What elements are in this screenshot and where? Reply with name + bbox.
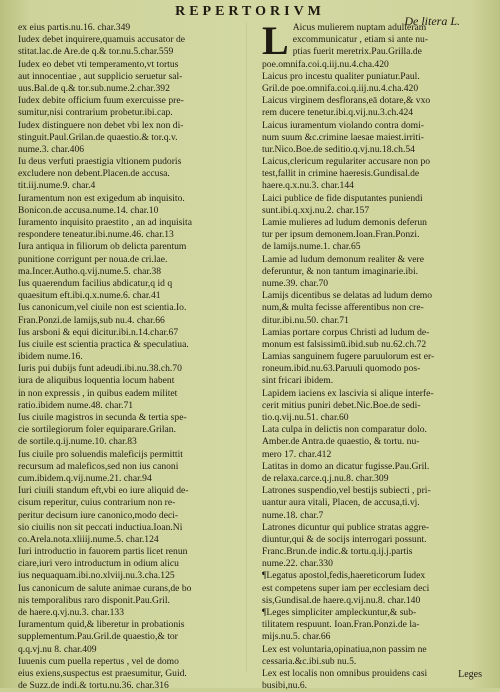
index-entry-line: sunt.ibi.q.xxj.nu.2. char.157 <box>262 204 370 216</box>
index-entry-line: recursum ad maleficos,sed non ius canoni <box>18 460 179 472</box>
index-entry-line: Iuramentum non est exigedum ab inquisito. <box>18 192 185 204</box>
index-entry-line: est competens super iam per ecclesiam deci <box>262 582 430 594</box>
index-entry-line: Laici publice de fide disputantes puniendi <box>262 192 423 204</box>
index-entry-line: Iu deus verfuti praestigia vltionem pudoris <box>18 156 182 168</box>
index-entry-line: Lamie mulieres ad ludum demonis deferun <box>262 217 427 228</box>
drop-cap: L <box>262 18 289 63</box>
index-entry-line: rem ducere tenetur.ibi.q.vij.nu.3.ch.424 <box>262 107 414 119</box>
index-entry-line: sint fricari ibidem. <box>262 375 334 387</box>
index-entry-line: Iuramentum quid,& liberetur in probationis <box>18 619 185 631</box>
index-entry-line: Iuri introductio in fauorem partis licet renun <box>18 546 188 558</box>
index-entry-line: nume.3. char.406 <box>18 143 85 155</box>
index-entry-line: Iuuenis cum puella repertus , vel de domo <box>18 655 179 667</box>
index-entry-line: poe.omnifa.coi.q.iij.nu.4.cha.420 <box>262 58 389 70</box>
index-entry-line: haere.q.x.nu.3. char.144 <box>262 180 354 192</box>
index-entry-line: diuntur,qui & de socijs interrogari possunt. <box>262 533 427 545</box>
index-entry-line: Laicus,clericum regulariter accusare non po <box>262 156 431 168</box>
index-entry-line: Laicus iuramentum violando contra domi- <box>262 119 424 131</box>
index-entry-line: q.q.vj.nu 8. char.409 <box>18 643 97 655</box>
index-entry-line: ditur.ibi.nu.50. char.71 <box>262 314 349 326</box>
index-entry-line: Gril.de poe.omnifa.coi.q.iij.nu.4.cha.420 <box>262 82 419 94</box>
left-column <box>18 22 244 692</box>
index-entry-line: peritur decisum iure canonico,modo deci- <box>18 509 179 521</box>
index-entry-line: Lamijs dicentibus se delatas ad ludum demo <box>262 290 432 302</box>
index-entry-line: mero 17. char.412 <box>262 448 332 460</box>
index-entry-line: Laicus virginem desflorans,eā dotare,& vxo <box>262 95 431 107</box>
index-entry-line: Ius ciuile est scientia practica & speculatiua. <box>18 338 189 350</box>
index-entry-line: num,& multa fecisse afferentibus non cre- <box>262 302 424 314</box>
index-entry-line: supplementum.Pau.Gril.de quaestio,& tor <box>18 631 178 643</box>
index-entry-line: sumitur,nisi contrarium probetur.ibi.cap. <box>18 107 173 119</box>
index-entry-line: de sortile.q.ij.nume.10. char.83 <box>18 436 137 448</box>
section-heading: De litera L. <box>404 14 460 28</box>
index-entry-line: Lex est voluntaria,opinatiua,non passim ne <box>262 643 427 655</box>
index-entry-line: cisum reperitur, cuius contrarium non re- <box>18 497 176 509</box>
index-entry-line: nume.22. char.330 <box>262 558 333 570</box>
index-entry-line: Iuramento inquisito praestito , an ad inquisita <box>18 217 192 228</box>
index-entry-line: Ius ciuile pro soluendis maleficijs permittit <box>18 448 183 460</box>
index-entry-line: punitione corrigunt per noua.de cri.lae. <box>18 253 168 265</box>
index-entry-line: ratio.ibidem nume.48. char.71 <box>18 399 134 411</box>
index-entry-line: Iuri ciuili standum eft,vbi eo iure aliquid de- <box>18 485 189 497</box>
index-entry-line: tur.Nico.Boe.de seditio.q.vj.nu.18.ch.54 <box>262 143 415 155</box>
index-entry-line: iura de aliquibus loquentia locum habent <box>18 375 175 387</box>
index-entry-line: tilitatem respuunt. Ioan.Fran.Ponzi.de la- <box>262 619 420 631</box>
index-entry-line: stitat.lac.de Are.de q.& tor.nu.5.char.559 <box>18 46 174 58</box>
index-entry-line: num suum &c.crimine laesae maiest.irriti- <box>262 131 424 143</box>
index-entry-line: Iudex distinguere non debet vbi lex non di- <box>18 119 184 131</box>
index-entry-line: Ius ciuile magistros in secunda & tertia spe- <box>18 412 187 423</box>
index-entry-line: aut innocentiae , aut supplicio seruetur sal- <box>18 70 183 82</box>
index-entry-line: Franc.Brun.de indic.& tortu.q.ij.j.partis <box>262 546 413 558</box>
index-entry-line: de lamijs.nume.1. char.65 <box>262 241 361 253</box>
index-entry-line: ¶Leges simpliciter ampleckuntur,& sub- <box>262 607 417 618</box>
index-entry-line: ptias fuerit meretrix.Pau.Grilla.de <box>292 46 422 58</box>
index-entry-line: Amber.de Antra.de quaestio, & tortu. nu- <box>262 436 420 448</box>
index-entry-line: de Suzz.de indi.& tortu.nu.36. char.316 <box>18 680 169 692</box>
index-entry-line: mijs.nu.5. char.66 <box>262 631 331 643</box>
index-entry-line: roneum.ibid.nu.63.Paruuli quomodo pos- <box>262 363 421 375</box>
index-entry-line: Ius quaerendum facilius abdicatur,q id q <box>18 277 173 289</box>
index-entry-line: in non expressis , in quibus eadem militet <box>18 387 178 399</box>
index-entry-line: ex eius partis.nu.16. char.349 <box>18 22 131 33</box>
index-entry-line: Ius canonicum de salute animae curans,de bo <box>18 582 192 594</box>
index-entry-line: Laicus pro incestu qualiter puniatur.Paul. <box>262 70 420 82</box>
index-entry-line: de haere.q.vj.nu.3. char.133 <box>18 607 125 618</box>
column-gutter <box>246 22 247 672</box>
index-entry-line: tio.q.vij.nu.51. char.60 <box>262 412 349 423</box>
index-entry-line: Latitas in domo an dicatur fugisse.Pau.Gril. <box>262 460 430 472</box>
index-entry-line: ¶Legatus apostol,fedis,haereticorum Iudex <box>262 570 426 582</box>
index-entry-line: ius nequaquam.ibi.no.xlviij.nu.3.cha.125 <box>18 570 175 582</box>
index-entry-line: cum.ibidem.q.vij.nume.21. char.94 <box>18 472 152 484</box>
index-entry-line: cessaria.&c.ibi.sub nu.5. <box>262 655 357 667</box>
index-entry-line: de relaxa.carce.q.j.nu.8. char.309 <box>262 472 389 484</box>
index-entry-line: uus.Bal.de q.& tor.sub.nume.2.char.392 <box>18 82 170 94</box>
index-entry-line: nume.18. char.7 <box>262 509 324 521</box>
index-entry-line: Aicus mulierem nuptam adulteram <box>292 22 427 33</box>
index-entry-line: Latrones dicuntur qui publice stratas aggre- <box>262 521 430 533</box>
index-entry-line: Lata culpa in delictis non comparatur dolo. <box>262 424 427 436</box>
index-entry-line: ibidem nume.16. <box>18 351 83 363</box>
index-entry-line: Lapidem iaciens ex lascivia si alique interfe- <box>262 387 434 399</box>
index-entry-line: eius exiens,suspectus est praesumitur, Guid. <box>18 667 187 679</box>
index-entry-line: Latrones suspendio,vel bestijs subiecti , pri- <box>262 485 431 497</box>
index-entry-line: ciare,iuri vero introductum in odium alicu <box>18 558 179 570</box>
index-entry-line: monum est falsissimū.ibid.sub nu.62.ch.72 <box>262 338 427 350</box>
index-entry-line: respondere teneatur.ibi.nume.46. char.13 <box>18 229 174 241</box>
index-entry-line: Lex est localis non omnibus prouidens casi <box>262 667 428 679</box>
index-entry-line: nis temporalibus raro disponit.Pau.Gril. <box>18 594 170 606</box>
index-entry-line: excommunicatur , etiam si ante nu- <box>292 34 429 46</box>
index-entry-line: tit.iij.nume.9. char.4 <box>18 180 96 192</box>
running-head: REPERTORIVM <box>175 4 325 19</box>
index-entry-line: Bonicon.de accusa.nume.14. char.10 <box>18 204 159 216</box>
index-entry-line: uantur aura vitali, Placen, de accusa,ti.vj. <box>262 497 420 509</box>
index-entry-line: deferuntur, & non tantum imaginarie.ibi. <box>262 265 419 277</box>
index-entry-line: Ius arsboni & equi dicitur.ibi.n.14.char.67 <box>18 326 179 338</box>
index-entry-line: Fran.Ponzi.de lamijs,sub nu.4. char.66 <box>18 314 165 326</box>
index-entry-line: excludere non debent.Placen.de accusa. <box>18 168 170 180</box>
index-entry-line: test,fallit in crimine haeresis.Gundisal.de <box>262 168 420 180</box>
index-entry-line: stinguit.Paul.Grilan.de quaestio.& tor.q.v. <box>18 131 178 143</box>
index-entry-line: Lamias sanguinem fugere paruulorum est er- <box>262 351 435 363</box>
index-entry-line: sis,Gundisal.de haere.q.vij.nu.8. char.140 <box>262 594 421 606</box>
index-entry-line: Iudex debet inquirere,quamuis accusator de <box>18 34 186 46</box>
index-entry-line: tur per ipsum demonem.Ioan.Fran.Ponzi. <box>262 229 420 241</box>
index-entry-line: Iura antiqua in filiorum ob delicta parentum <box>18 241 187 253</box>
index-entry-line: Lamie ad ludum demonum realiter & vere <box>262 253 424 265</box>
index-entry-line: Lamias portare corpus Christi ad ludum de- <box>262 326 430 338</box>
index-entry-line: Ius canonicum,vel ciuile non est scientia.Io. <box>18 302 187 314</box>
index-entry-line: busibi,nu.6. <box>262 680 308 692</box>
index-entry-line: quaesitum eft.ibi.q.x.nume.6. char.41 <box>18 290 161 302</box>
index-entry-line: Iudex eo debet vti temperamento,vt tortus <box>18 58 179 70</box>
index-entry-line: cerit mitius puniri debet.Nic.Boe.de sedi- <box>262 399 421 411</box>
index-entry-line: nume.39. char.70 <box>262 277 329 289</box>
index-entry-line: cie sortilegiorum foler equiparare.Grilan. <box>18 424 176 436</box>
index-entry-line: Iudex debite officium fuum exercuisse pre- <box>18 95 184 107</box>
index-entry-line: co.Arela.nota.xliiij.nume.5. char.124 <box>18 533 159 545</box>
index-entry-line: Iuris pui dubijs funt adeudi.ibi.nu.38.ch.70 <box>18 363 182 375</box>
catchword: Leges <box>458 669 482 680</box>
index-entry-line: ma.Incer.Autho.q.vij.nume.5. char.38 <box>18 265 162 277</box>
index-entry-line: sio ciuilis non sit peccati inductiua.Ioan.Ni <box>18 521 183 533</box>
